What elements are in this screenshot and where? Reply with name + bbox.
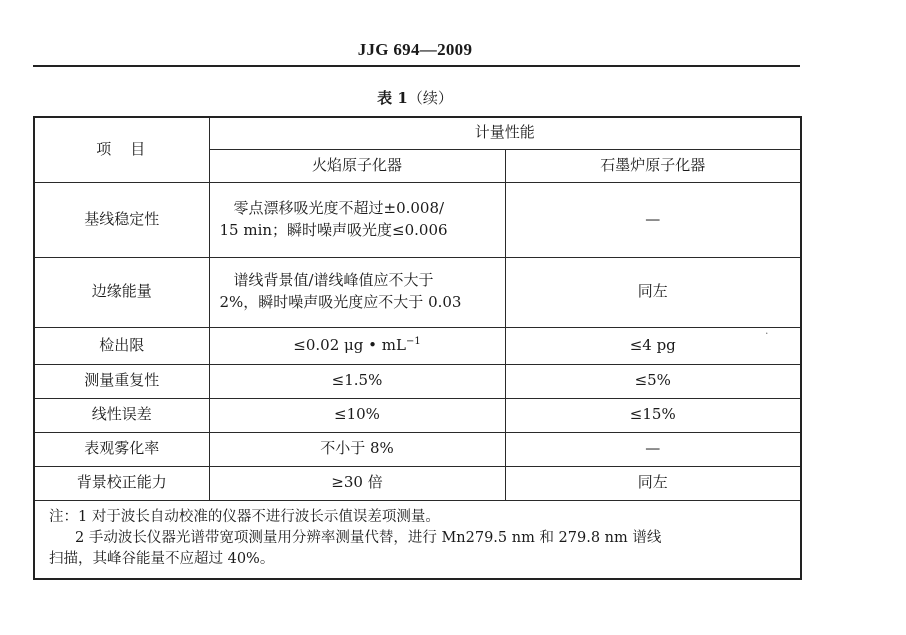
table-caption xyxy=(0,87,830,108)
metrology-performance-table xyxy=(33,116,802,580)
row-graphite-value: 同左 xyxy=(505,257,801,327)
stray-mark: · xyxy=(765,327,769,340)
row-flame-superscript: −1 xyxy=(405,335,421,347)
table-notes xyxy=(34,500,801,579)
table-row xyxy=(34,364,801,398)
row-flame-line-1 xyxy=(220,271,434,289)
row-flame-value: ≤10% xyxy=(209,398,505,432)
header-rule xyxy=(33,65,800,67)
row-flame-value: ≤1.5% xyxy=(209,364,505,398)
header-metrology-performance: 计量性能 xyxy=(209,117,801,149)
row-flame-value: 不小于 8% xyxy=(209,432,505,466)
row-flame-value: ≥30 倍 xyxy=(209,466,505,500)
row-item: 边缘能量 xyxy=(34,257,209,327)
standard-code: JJG 694—2009 xyxy=(357,40,473,59)
row-graphite-value: — xyxy=(505,182,801,257)
table-row xyxy=(34,182,801,257)
table-row xyxy=(34,327,801,364)
row-item: 测量重复性 xyxy=(34,364,209,398)
row-item: 背景校正能力 xyxy=(34,466,209,500)
table-caption-label: 表 1 xyxy=(377,89,408,107)
row-flame-value-text: ≤0.02 μg • mL xyxy=(293,335,406,354)
row-flame-line-1-text: 谱线背景值/谱线峰值应不大于 xyxy=(233,271,434,290)
table-header-row-1 xyxy=(34,117,801,149)
row-flame-value xyxy=(209,257,505,327)
table-caption-suffix: （续） xyxy=(407,89,453,107)
note-2-continued: 扫描，其峰谷能量不应超过 40%。 xyxy=(49,550,275,567)
row-flame-value xyxy=(209,182,505,257)
table-notes-row xyxy=(34,500,801,579)
table-row xyxy=(34,466,801,500)
row-graphite-value: ≤4 pg xyxy=(505,327,801,364)
row-item: 检出限 xyxy=(34,327,209,364)
row-item: 基线稳定性 xyxy=(34,182,209,257)
row-flame-line-1 xyxy=(220,199,445,217)
row-graphite-value: — xyxy=(505,432,801,466)
row-flame-line-2: 15 min；瞬时噪声吸光度≤0.006 xyxy=(219,220,448,239)
row-flame-value xyxy=(209,327,505,364)
row-flame-line-2: 2%，瞬时噪声吸光度应不大于 0.03 xyxy=(219,293,462,311)
table-row xyxy=(34,432,801,466)
row-item: 表观雾化率 xyxy=(34,432,209,466)
table-row xyxy=(34,257,801,327)
header-flame-atomizer: 火焰原子化器 xyxy=(209,149,505,182)
row-item: 线性误差 xyxy=(34,398,209,432)
row-graphite-value: ≤5% xyxy=(505,364,801,398)
header-item: 项 目 xyxy=(34,117,209,182)
header-graphite-furnace: 石墨炉原子化器 xyxy=(505,149,801,182)
row-flame-line-1-text: 零点漂移吸光度不超过±0.008/ xyxy=(233,198,445,217)
table-row xyxy=(34,398,801,432)
row-graphite-value: ≤15% xyxy=(505,398,801,432)
note-2: 2 手动波长仪器光谱带宽项测量用分辨率测量代替，进行 Mn279.5 nm 和 279.8 nm 谱线 xyxy=(75,529,662,546)
row-graphite-value: 同左 xyxy=(505,466,801,500)
note-1: 注：1 对于波长自动校准的仪器不进行波长示值误差项测量。 xyxy=(49,508,440,525)
